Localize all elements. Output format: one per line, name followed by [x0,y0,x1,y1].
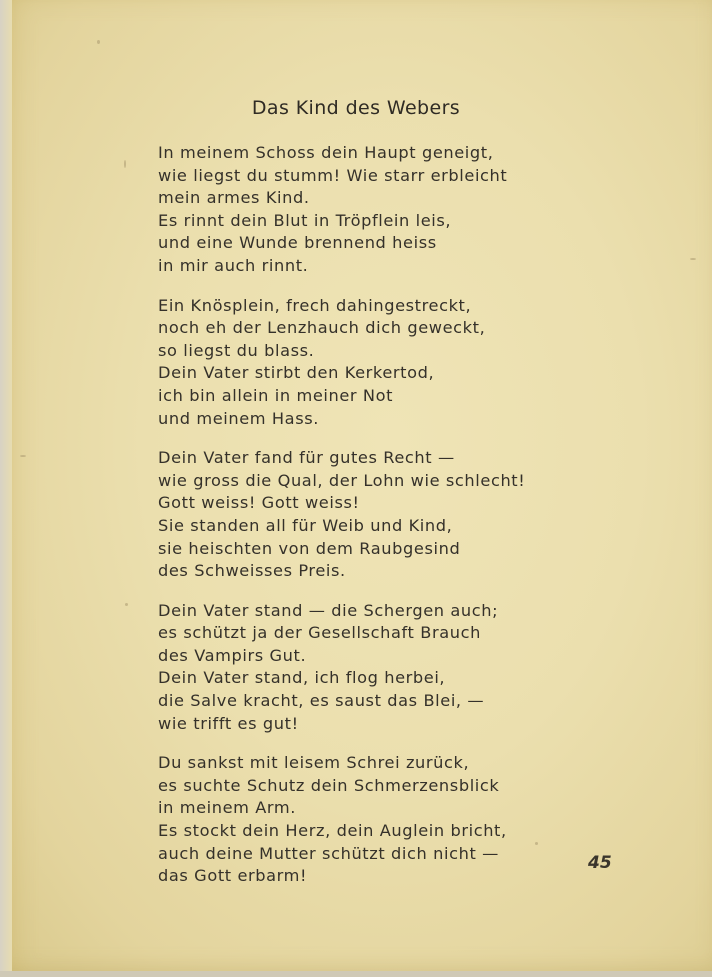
paper-speck [690,258,696,260]
poem-line: Es stockt dein Herz, dein Auglein bricht, [158,821,507,841]
poem-line: sie heischten von dem Raubgesind [158,538,461,558]
poem-line: die Salve kracht, es saust das Blei, — [158,691,485,711]
poem-line: des Vampirs Gut. [158,645,307,665]
poem-line: Gott weiss! Gott weiss! [158,493,360,513]
poem-line: auch deine Mutter schützt dich nicht — [158,843,499,863]
poem-line: wie trifft es gut! [158,713,299,733]
poem-line: so liegst du blass. [158,340,315,360]
page-left-edge [0,0,12,977]
poem-line: es schützt ja der Gesellschaft Brauch [158,623,481,643]
poem-line: Es rinnt dein Blut in Tröpflein leis, [158,210,452,230]
paper-speck [125,603,128,606]
poem-title: Das Kind des Webers [251,97,461,119]
poem-line: wie liegst du stumm! Wie starr erbleicht [158,165,508,185]
poem-line: es suchte Schutz dein Schmerzensblick [158,775,500,795]
poem-line: Dein Vater stand, ich flog herbei, [158,668,446,688]
poem-line: In meinem Schoss dein Haupt geneigt, [158,143,494,162]
poem-line: in meinem Arm. [158,798,297,818]
poem-line: Ein Knösplein, frech dahingestreckt, [158,295,472,315]
poem-line: und eine Wunde brennend heiss [158,233,437,253]
page-number: 45 [588,853,612,873]
poem-line: Dein Vater stand — die Schergen auch; [158,600,499,620]
poem-body [158,142,628,905]
poem-line: noch eh der Lenzhauch dich geweckt, [158,318,486,338]
paper-speck [20,455,26,457]
poem-line: wie gross die Qual, der Lohn wie schlecht! [158,470,526,490]
poem-line: Dein Vater stirbt den Kerkertod, [158,363,435,383]
stanza-3 [158,447,628,583]
poem-line: das Gott erbarm! [158,866,308,886]
stanza-4 [158,600,628,736]
poem-line: des Schweisses Preis. [158,561,346,581]
poem-line: in mir auch rinnt. [158,255,309,275]
page-bottom-edge [0,971,712,977]
poem-line: Du sankst mit leisem Schrei zurück, [158,753,470,773]
poem-line: mein armes Kind. [158,188,310,208]
paper-speck [124,160,126,168]
poem-line: und meinem Hass. [158,408,320,428]
poem-line: ich bin allein in meiner Not [158,385,394,405]
paper-speck [97,40,100,44]
stanza-2 [158,295,628,431]
poem-line: Dein Vater fand für gutes Recht — [158,448,455,468]
stanza-1 [158,142,628,278]
poem-line: Sie standen all für Weib und Kind, [158,515,453,535]
stanza-5 [158,752,628,888]
